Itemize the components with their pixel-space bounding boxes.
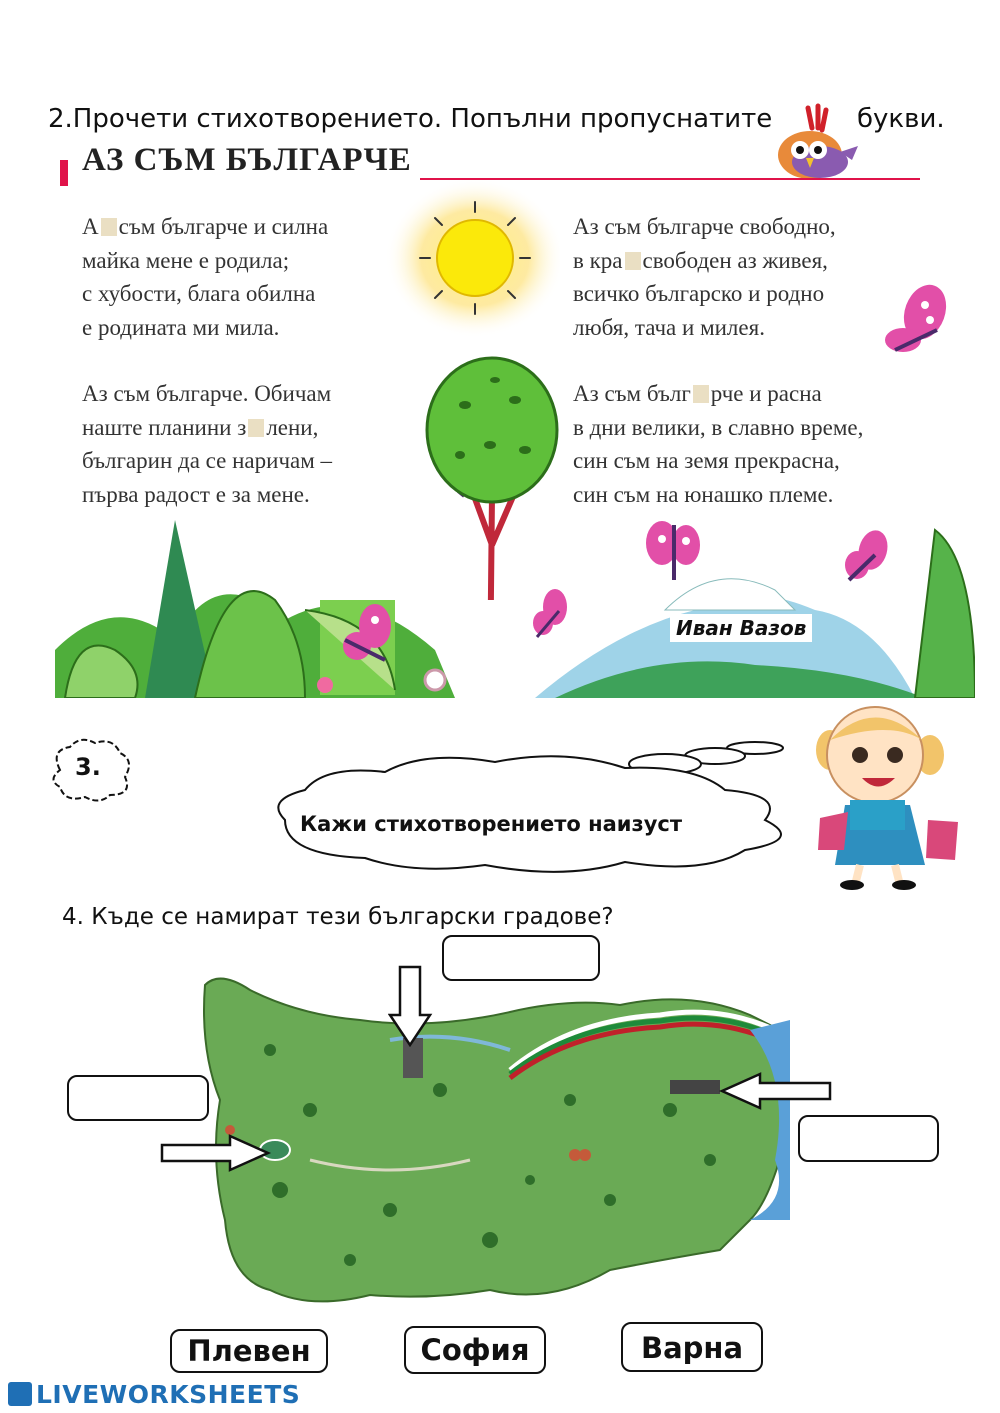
footer-logo: LIVEWORKSHEETS xyxy=(36,1380,301,1409)
arrow-left-icon xyxy=(718,1072,834,1110)
stanza-4 xyxy=(573,377,863,511)
butterfly-icon xyxy=(640,515,710,590)
butterfly-icon xyxy=(875,280,960,360)
task3-instruction: Кажи стихотворението наизуст xyxy=(300,812,683,836)
logo-icon xyxy=(8,1382,32,1406)
letter-gap[interactable] xyxy=(101,218,117,236)
stanza2-line2-start: наште планини з xyxy=(82,414,247,440)
answer-box-east[interactable] xyxy=(798,1115,939,1162)
butterfly-icon xyxy=(525,585,575,645)
stanza-2 xyxy=(82,377,332,511)
arrow-down-icon xyxy=(388,965,433,1047)
arrow-right-icon xyxy=(160,1133,272,1173)
task2-title-end: букви. xyxy=(857,104,945,134)
stanza1-line3: с хубости, блага обилна xyxy=(82,281,316,306)
stanza-1 xyxy=(82,210,328,344)
letter-gap[interactable] xyxy=(693,385,709,403)
answer-box-north[interactable] xyxy=(442,935,600,981)
stanza3-line2-start: в кра xyxy=(573,247,623,273)
stanza4-line3: син съм на земя прекрасна, xyxy=(573,448,840,473)
stanza3-line1: Аз съм българче свободно, xyxy=(573,214,836,239)
stanza4-line4: син съм на юнашко племе. xyxy=(573,481,834,507)
stanza3-line3: всичко българско и родно xyxy=(573,281,825,306)
stanza3-line2-end: свободен аз живея, xyxy=(642,247,828,273)
city-tile-sofia[interactable]: София xyxy=(404,1326,546,1374)
butterfly-icon xyxy=(835,525,895,590)
city-tile-pleven[interactable]: Плевен xyxy=(170,1329,328,1373)
stanza4-line1-end: рче и расна xyxy=(710,381,822,406)
poem-author: Иван Вазов xyxy=(670,614,812,642)
stanza4-line2: в дни велики, в славно време, xyxy=(573,414,864,440)
butterfly-icon xyxy=(335,600,405,675)
bird-icon xyxy=(760,100,860,195)
stanza2-line3: българин да се наричам – xyxy=(82,448,333,473)
thought-cloud xyxy=(265,740,825,880)
city-tile-varna[interactable]: Варна xyxy=(621,1322,763,1372)
poem-title: АЗ СЪМ БЪЛГАРЧЕ xyxy=(82,142,412,178)
stanza2-line4: първа радост е за мене. xyxy=(82,481,310,507)
bulgaria-map xyxy=(190,960,790,1320)
sun-illustration xyxy=(380,180,560,350)
stanza4-line1-start: Аз съм бълг xyxy=(573,381,691,406)
letter-gap[interactable] xyxy=(248,419,264,437)
stanza1-line2: майка мене е родила; xyxy=(82,247,290,273)
stanza3-line4: любя, тача и милея. xyxy=(573,314,765,340)
girl-illustration xyxy=(800,700,965,890)
title-marker xyxy=(60,160,68,186)
stanza2-line2-end: лени, xyxy=(266,414,319,440)
task2-title: 2.Прочети стихотворението. Попълни пропуснатите xyxy=(48,104,773,134)
letter-gap[interactable] xyxy=(625,252,641,270)
stanza-3 xyxy=(573,210,836,344)
answer-box-west[interactable] xyxy=(67,1075,209,1121)
stanza1-line4: е родината ми мила. xyxy=(82,314,280,340)
task4-title: 4. Къде се намират тези български градове? xyxy=(62,904,614,930)
task3-number: 3. xyxy=(75,753,101,781)
stanza2-line1: Аз съм българче. Обичам xyxy=(82,381,332,406)
stanza1-line1-end: съм българче и силна xyxy=(118,214,329,239)
stanza1-line1-start: А xyxy=(82,214,99,239)
